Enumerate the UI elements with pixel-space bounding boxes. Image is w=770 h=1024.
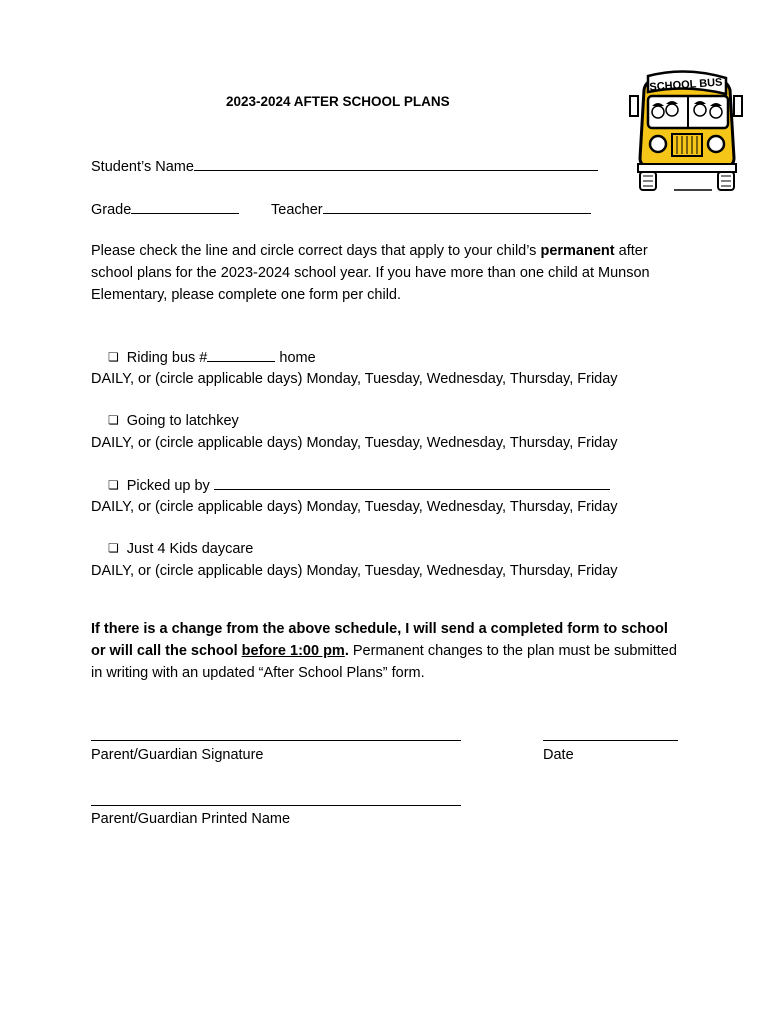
option-riding-bus [108,349,316,366]
page-title: 2023-2024 AFTER SCHOOL PLANS [226,94,450,109]
change-notice-text: Permanent changes to the plan must be submitted in writing with an updated “After School Plans” form. [91,643,677,681]
option-label: Picked up by [126,478,214,494]
option-picked-up [108,477,610,494]
grade-field[interactable] [131,201,239,214]
signature-field[interactable] [91,740,461,741]
bus-number-field[interactable] [207,349,275,362]
option-latchkey [108,413,239,429]
date-field[interactable] [543,740,678,741]
teacher-label: Teacher [271,202,323,218]
instructions-text-cont: after school plans for the 2023-2024 school year. If you have more than one child at Munson Elementary, please complete one form per child. [91,243,650,303]
change-notice-period: . [344,643,349,659]
student-name-row [91,158,598,175]
school-bus-icon [622,66,750,194]
signature-label: Parent/Guardian Signature [91,747,264,763]
option-daycare [108,541,253,557]
days-line: DAILY, or (circle applicable days) Monday, Tuesday, Wednesday, Thursday, Friday [91,563,618,579]
option-label: Just 4 Kids daycare [126,541,254,557]
option-label-suffix: home [275,350,316,366]
bus-sign-text: SCHOOL BUS [649,76,723,94]
student-name-label: Student’s Name [91,159,194,175]
teacher-field[interactable] [323,201,591,214]
option-label: Going to latchkey [126,413,239,429]
change-notice [91,618,681,684]
printed-name-label: Parent/Guardian Printed Name [91,811,291,827]
checkbox-icon[interactable]: ❏ [108,413,119,427]
days-line: DAILY, or (circle applicable days) Monday, Tuesday, Wednesday, Thursday, Friday [91,499,618,515]
days-line: DAILY, or (circle applicable days) Monday, Tuesday, Wednesday, Thursday, Friday [91,435,618,451]
instructions-text: Please check the line and circle correct days that apply to your child’s [91,243,541,259]
deadline-text: before 1:00 pm [241,643,345,659]
grade-label: Grade [91,202,132,218]
date-label: Date [543,747,574,763]
student-name-field[interactable] [194,158,598,171]
printed-name-field[interactable] [91,805,461,806]
option-label: Riding bus # [126,350,208,366]
days-line: DAILY, or (circle applicable days) Monday, Tuesday, Wednesday, Thursday, Friday [91,371,618,387]
instructions-emphasis: permanent [540,243,615,259]
checkbox-icon[interactable]: ❏ [108,541,119,555]
instructions-paragraph [91,240,691,306]
picked-up-by-field[interactable] [214,477,610,490]
checkbox-icon[interactable]: ❏ [108,478,119,492]
grade-row [91,201,239,218]
teacher-row [271,201,591,218]
change-notice-bold: If there is a change from the above schedule, I will send a completed form to school or will call the school [91,621,668,659]
checkbox-icon[interactable]: ❏ [108,350,119,364]
